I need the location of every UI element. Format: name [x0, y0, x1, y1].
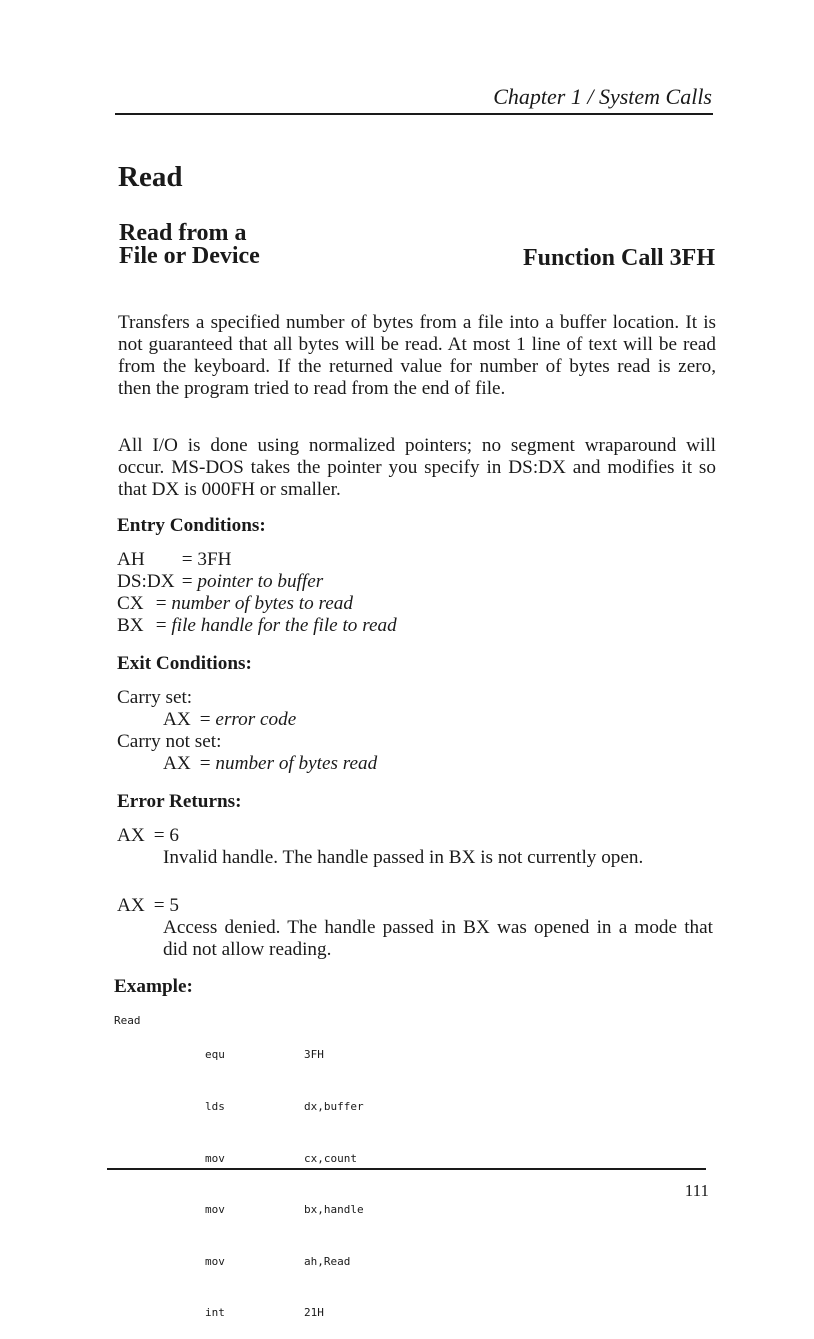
code-op: equ [205, 1048, 225, 1062]
code-arg: dx,buffer [304, 1100, 364, 1114]
code-op: int [205, 1306, 225, 1320]
carry-not-set-row: AX = number of bytes read [163, 753, 378, 774]
code-label: Read [114, 1014, 141, 1027]
footer-rule [107, 1168, 706, 1170]
description-paragraph-1: Transfers a specified number of bytes from a file into a buffer location. It is not guaranteed that all bytes will be read. At most 1 line of text will be read from the keyboard. If the returned value for number of bytes read is zero, then the program tried to read from the end of file. [118, 312, 716, 399]
code-op: lds [205, 1100, 225, 1114]
entry-row: DS:DX = pointer to buffer [117, 571, 324, 592]
code-op: mov [205, 1203, 225, 1217]
code-arg: ah,Read [304, 1254, 351, 1268]
code-opcodes [205, 1012, 225, 1339]
code-op: mov [205, 1254, 225, 1268]
entry-row: CX = number of bytes to read [117, 593, 353, 614]
error-code-5: AX = 5 [117, 895, 180, 916]
running-header: Chapter 1 / System Calls [493, 84, 712, 109]
code-arg: 21H [304, 1306, 324, 1320]
header-rule [115, 113, 713, 115]
carry-not-set-label: Carry not set: [117, 731, 222, 752]
code-arg: cx,count [304, 1151, 357, 1165]
code-arg: bx,handle [304, 1203, 364, 1217]
exit-conditions-list [117, 687, 377, 775]
carry-set-row: AX = error code [163, 709, 297, 730]
section-title: Read [118, 161, 183, 193]
error-code-6: AX = 6 [117, 825, 180, 846]
error-description-6: Invalid handle. The handle passed in BX is not currently open. [163, 847, 644, 868]
code-op: mov [205, 1151, 225, 1165]
code-operands [304, 1012, 364, 1339]
description-paragraph-2: All I/O is done using normalized pointers; no segment wraparound will occur. MS-DOS takes the pointer you specify in DS:DX and modifies it so that DX is 000FH or smaller. [118, 435, 716, 500]
error-description-5: Access denied. The handle passed in BX was opened in a mode that did not allow reading. [163, 917, 713, 960]
carry-set-label: Carry set: [117, 687, 193, 708]
subtitle [119, 222, 260, 268]
entry-row: BX = file handle for the file to read [117, 615, 397, 636]
subtitle-line-2: File or Device [119, 243, 260, 269]
entry-row: AH = 3FH [117, 549, 232, 570]
example-heading: Example: [114, 976, 193, 997]
entry-conditions-heading: Entry Conditions: [117, 515, 266, 536]
entry-conditions-list [117, 549, 397, 637]
subtitle-line-1: Read from a [119, 220, 247, 246]
error-returns-heading: Error Returns: [117, 791, 242, 812]
page-number: 111 [684, 1181, 709, 1200]
code-arg: 3FH [304, 1048, 324, 1062]
function-call-label: Function Call 3FH [522, 245, 715, 271]
exit-conditions-heading: Exit Conditions: [117, 653, 252, 674]
